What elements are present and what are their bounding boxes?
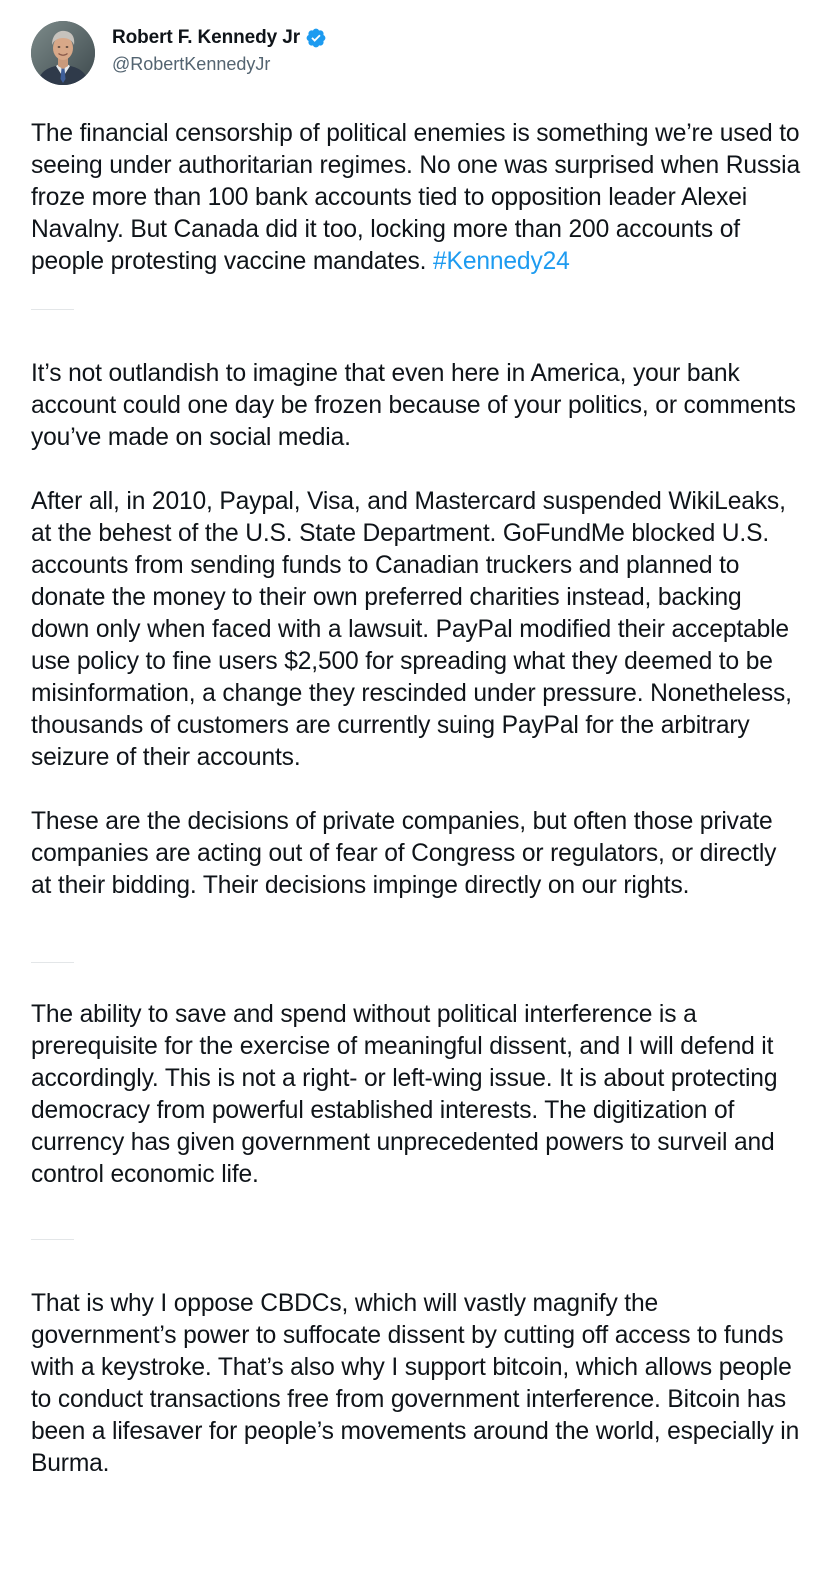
- tweet-paragraph-3: After all, in 2010, Paypal, Visa, and Mastercard suspended WikiLeaks, at the behest of the U.S. State Department. GoFundMe blocked U.S. accounts from sending funds to Canadian truckers and planned to donate the money to their own preferred charities instead, backing down only when faced with a lawsuit. PayPal modified their acceptable use policy to fine users $2,500 for spreading what they deemed to be misinformation, a change they rescinded under pressure. Nonetheless, thousands of customers are currently suing PayPal for the arbitrary seizure of their accounts.: [31, 488, 792, 771]
- tweet-header: [31, 20, 327, 86]
- tweet-paragraph-5: The ability to save and spend without political interference is a prerequisite for the exercise of meaningful dissent, and I will defend it accordingly. This is not a right- or left-wing issue. It is about protecting democracy from powerful established interests. The digitization of currency has given government unprecedented powers to surveil and control economic life.: [31, 1001, 778, 1188]
- tweet-paragraph-1: [31, 118, 801, 278]
- verified-badge-icon[interactable]: [305, 27, 327, 49]
- spacer: [31, 454, 801, 486]
- spacer: [31, 1240, 801, 1288]
- tweet-paragraph-6: That is why I oppose CBDCs, which will vastly magnify the government’s power to suffocate dissent by cutting off access to funds with a keystroke. That’s also why I support bitcoin, which allows people to conduct transactions free from government interference. Bitcoin has been a lifesaver for people’s movements around the world, especially in Burma.: [31, 1290, 800, 1477]
- author-display-name[interactable]: Robert F. Kennedy Jr: [112, 27, 301, 48]
- tweet-paragraph-2: It’s not outlandish to imagine that even here in America, your bank account could one day be frozen because of your politics, or comments you’ve made on social media.: [31, 360, 796, 451]
- tweet-text: [31, 118, 801, 1480]
- tweet-paragraph-4: These are the decisions of private companies, but often those private companies are acting out of fear of Congress or regulators, or directly at their bidding. Their decisions impinge directly on our rights.: [31, 808, 777, 899]
- author-names: [112, 25, 327, 75]
- author-handle[interactable]: @RobertKennedyJr: [112, 54, 271, 74]
- spacer: [31, 310, 801, 358]
- spacer: [31, 774, 801, 806]
- hashtag-link[interactable]: #Kennedy24: [433, 248, 570, 275]
- tweet-paragraph-1-text: The financial censorship of political enemies is something we’re used to seeing under authoritarian regimes. No one was surprised when Russia froze more than 100 bank accounts tied to opposition leader Alexei Navalny. But Canada did it too, locking more than 200 accounts of people protesting vaccine mandates.: [31, 120, 801, 275]
- name-row: [112, 25, 327, 51]
- avatar[interactable]: [31, 21, 95, 85]
- spacer: [31, 963, 801, 999]
